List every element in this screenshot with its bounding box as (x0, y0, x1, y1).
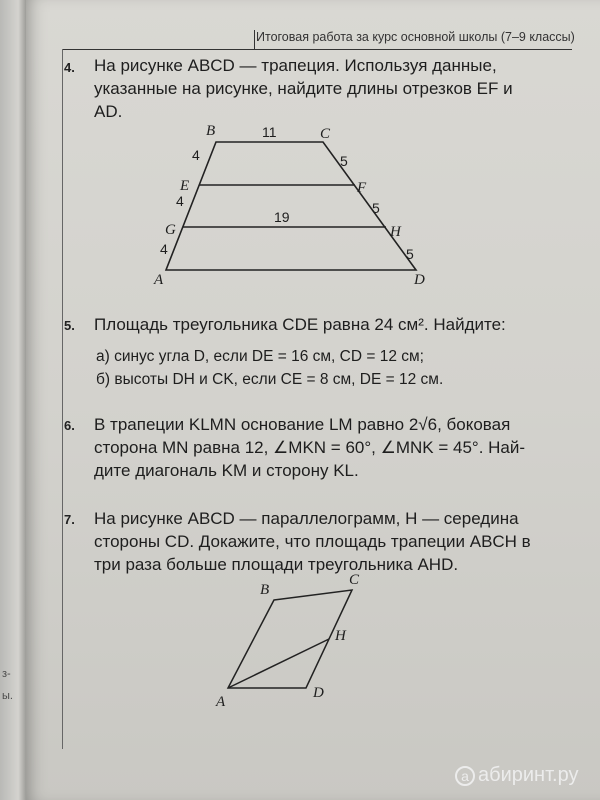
text-line: дите диагональ KM и сторону KL. (94, 461, 359, 480)
vertex-label-c: C (349, 572, 360, 588)
watermark-text: абиринт.ру (478, 764, 579, 786)
measure-cf: 5 (340, 153, 348, 169)
vertex-label-b: B (206, 123, 216, 139)
vertex-label-c: C (320, 126, 331, 142)
vertex-label-b: B (260, 582, 270, 598)
problem-5-text: Площадь треугольника CDE равна 24 см². Найдите: (94, 315, 506, 334)
text-line: три раза больше площади треугольника AHD. (94, 555, 459, 574)
text-line: стороны CD. Докажите, что площадь трапеции ABCH в (94, 532, 531, 551)
vertex-label-d: D (313, 685, 324, 701)
left-page-edge (0, 0, 26, 800)
text-line: AD. (94, 102, 123, 121)
measure-hd: 5 (406, 246, 414, 262)
vertex-label-d: D (414, 272, 425, 288)
vertex-label-h: H (390, 224, 401, 240)
segment-ah (228, 639, 329, 688)
problem-number: 4. (64, 60, 75, 75)
measure-gh: 19 (274, 209, 290, 225)
vertex-label-g: G (165, 222, 176, 238)
text-line: указанные на рисунке, найдите длины отрезков EF и (94, 79, 513, 98)
text-line: сторона MN равна 12, ∠MKN = 60°, ∠MNK = 45°. Най- (94, 438, 526, 457)
labyrinth-logo-icon: a (455, 766, 475, 786)
vertex-label-a: A (216, 694, 226, 710)
vertex-label-f: F (357, 180, 367, 196)
vertex-label-h: H (335, 628, 346, 644)
vertex-label-e: E (180, 178, 190, 194)
problem-number: 7. (64, 512, 75, 527)
book-page (26, 0, 600, 800)
text-line: В трапеции KLMN основание LM равно 2√6, боковая (94, 415, 511, 434)
measure-fh: 5 (372, 200, 380, 216)
text-line: На рисунке ABCD — параллелограмм, H — середина (94, 509, 519, 528)
measure-ga: 4 (160, 241, 168, 257)
vertex-label-a: A (154, 272, 164, 288)
problem-number: 5. (64, 318, 75, 333)
measure-be: 4 (192, 147, 200, 163)
measure-bc: 11 (262, 124, 277, 140)
parallelogram-abcd (228, 590, 352, 688)
problem-number: 6. (64, 418, 75, 433)
text-line: На рисунке ABCD — трапеция. Используя данные, (94, 56, 497, 75)
running-head: Итоговая работа за курс основной школы (7–9 классы) (256, 30, 575, 44)
left-page-fragment: ы. (2, 690, 13, 702)
parallelogram-figure (26, 0, 600, 800)
left-page-fragment: з- (2, 668, 11, 680)
measure-eg: 4 (176, 193, 184, 209)
watermark-logo (455, 764, 579, 787)
problem-5-item-a: а) синус угла D, если DE = 16 см, CD = 12 см; (96, 348, 424, 365)
problem-5-item-b: б) высоты DH и CK, если CE = 8 см, DE = 12 см. (96, 371, 444, 388)
